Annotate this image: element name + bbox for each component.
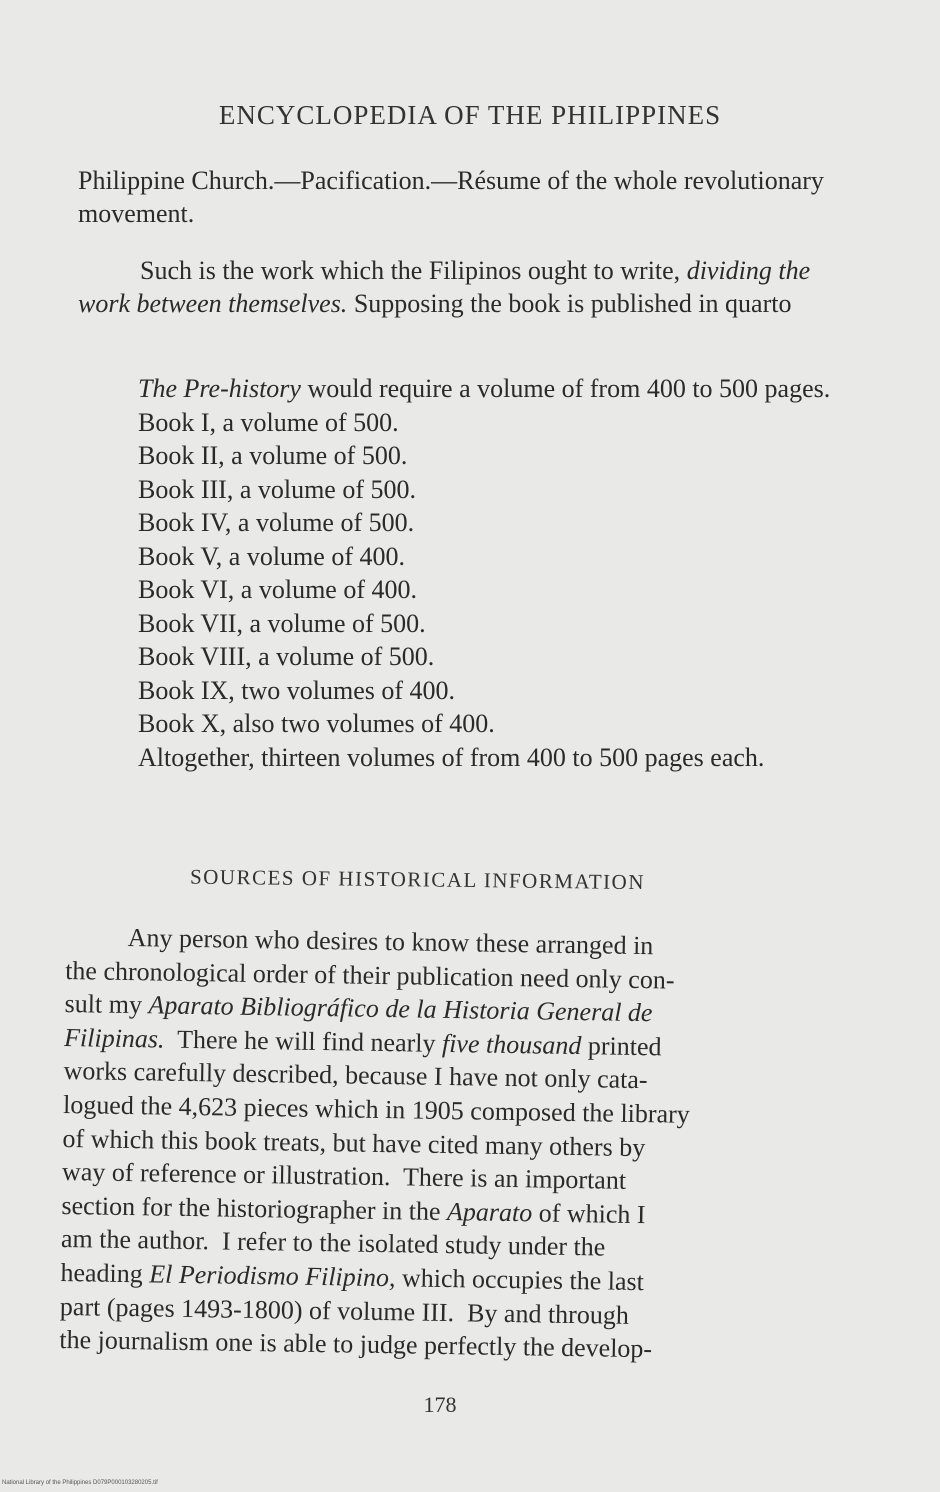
paragraph-work-plan — [78, 254, 860, 320]
text-run: printed — [581, 1030, 662, 1062]
text-run: heading — [60, 1257, 150, 1289]
italic-run: five thousand — [441, 1028, 582, 1060]
scan-footer: National Library of the Philippines D079P000103280205.tif — [2, 1480, 158, 1486]
volume-line: Book II, a volume of 500. — [138, 441, 408, 470]
sources-paragraph — [59, 920, 838, 1369]
volume-line: Book VI, a volume of 400. — [138, 575, 417, 604]
text-run: sult my — [64, 989, 149, 1020]
para2-text-a: Such is the work which the Filipinos ought to write, — [140, 256, 681, 285]
text-run: of which this book treats, but have cited many others by — [62, 1123, 646, 1162]
text-run: Any person who desires to know these arranged in — [127, 922, 654, 961]
prehistory-line — [138, 372, 858, 406]
section-heading: SOURCES OF HISTORICAL INFORMATION — [189, 864, 646, 895]
text-run: of which I — [532, 1198, 646, 1229]
italic-run: El Periodismo Filipino, — [149, 1259, 396, 1293]
volume-list — [138, 372, 858, 774]
text-run: part (pages 1493-1800) of volume III. By and through — [59, 1291, 630, 1330]
text-run: section for the historiographer in the — [61, 1190, 448, 1226]
paragraph-contents-continued: Philippine Church.—Pacification.—Résume of the whole revolutionary movement. — [78, 166, 824, 228]
altogether-line: Altogether, thirteen volumes of from 400 to 500 pages each. — [138, 742, 765, 772]
text-run: way of reference or illustration. There is an important — [61, 1157, 627, 1195]
italic-run: Aparato — [446, 1196, 533, 1228]
prehistory-italic: The Pre-history — [138, 374, 301, 403]
italic-run: Filipinas. — [63, 1022, 165, 1054]
page-number: 178 — [423, 1392, 457, 1417]
volume-line: Book X, also two volumes of 400. — [138, 709, 495, 738]
volume-line: Book IX, two volumes of 400. — [138, 675, 456, 705]
text-run: the chronological order of their publication need only con- — [64, 955, 675, 995]
text-run: am the author. I refer to the isolated study under the — [60, 1224, 606, 1262]
volume-line: Book VII, a volume of 500. — [138, 608, 426, 638]
text-run: which occupies the last — [395, 1263, 645, 1297]
text-run: There he will find nearly — [164, 1024, 443, 1058]
volume-line: Book IV, a volume of 500. — [138, 508, 415, 537]
volume-line: Book VIII, a volume of 500. — [138, 642, 435, 671]
prehistory-rest: would require a volume of from 400 to 500 pages. — [307, 374, 831, 403]
volume-line: Book V, a volume of 400. — [138, 541, 405, 571]
italic-run: Aparato Bibliográfico de la Historia General de — [148, 990, 653, 1028]
para2-text-c: Supposing the book is published in quarto — [353, 289, 792, 318]
running-head: ENCYCLOPEDIA OF THE PHILIPPINES — [218, 100, 722, 130]
text-run: the journalism one is able to judge perfectly the develop- — [59, 1325, 653, 1364]
volume-line: Book III, a volume of 500. — [138, 474, 417, 504]
para2-italic: dividing the work between themselves. — [78, 256, 811, 318]
text-run: logued the 4,623 pieces which in 1905 composed the library — [62, 1089, 691, 1129]
volume-line: Book I, a volume of 500. — [138, 407, 399, 437]
text-run: works carefully described, because I have not only cata- — [63, 1056, 648, 1095]
